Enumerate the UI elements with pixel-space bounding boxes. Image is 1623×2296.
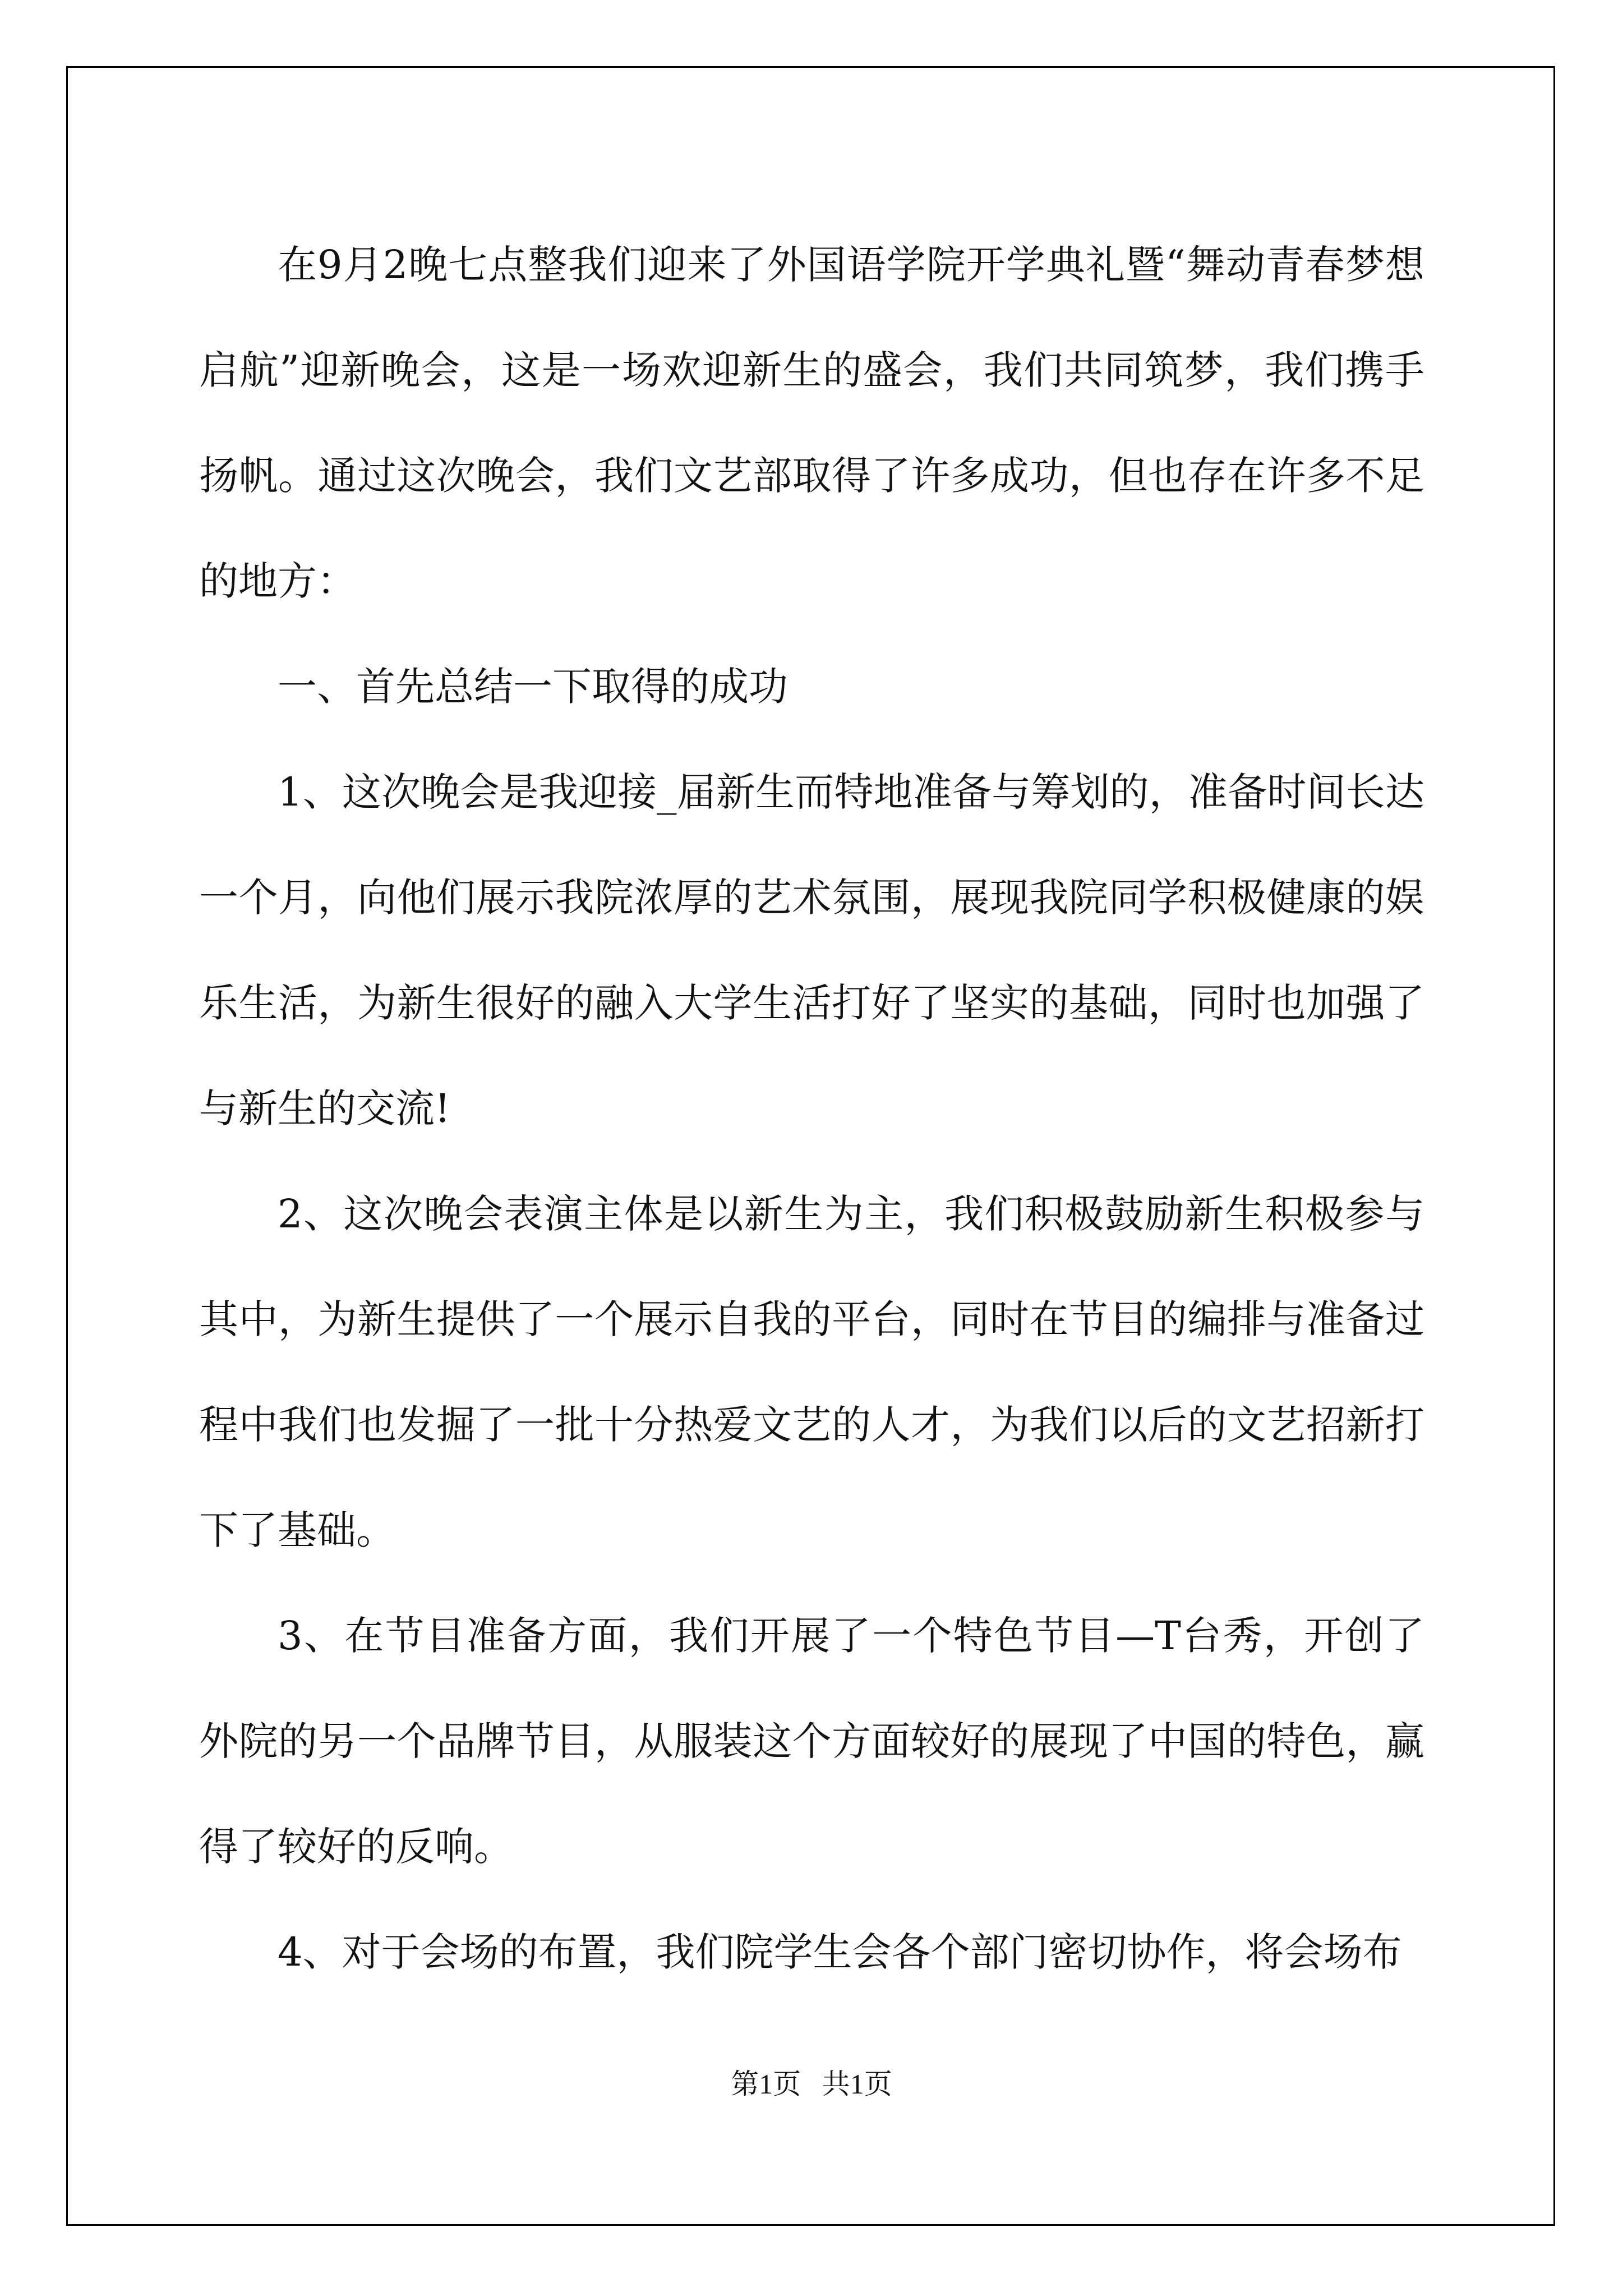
paragraph-section-heading: 一、首先总结一下取得的成功: [278, 664, 788, 710]
paragraph-item-2: 2、这次晚会表演主体是以新生为主，我们积极鼓励新生积极参与其中，为新生提供了一个展示自我的平台，同时在节目的编排与准备过程中我们也发掘了一批十分热爱文艺的人才，为我们以后的文艺招新打下了基础。: [199, 1191, 1424, 1553]
paragraph-item-1: 1、这次晚会是我迎接_届新生而特地准备与筹划的，准备时间长达一个月，向他们展示我院浓厚的艺术氛围，展现我院同学积极健康的娱乐生活，为新生很好的融入大学生活打好了坚实的基础，同时也加强了与新生的交流!: [199, 769, 1424, 1131]
document-body: [199, 212, 1424, 2005]
paragraph-item-3: 3、在节目准备方面，我们开展了一个特色节目—T台秀，开创了外院的另一个品牌节目，从服装这个方面较好的展现了中国的特色，赢得了较好的反响。: [199, 1613, 1424, 1870]
page-footer: 第1页 共1页: [731, 2068, 892, 2100]
paragraph-item-4: 4、对于会场的布置，我们院学生会各个部门密切协作，将会场布: [278, 1929, 1402, 1975]
paragraph-intro: 在9月2晚七点整我们迎来了外国语学院开学典礼暨“舞动青春梦想启航”迎新晚会，这是一场欢迎新生的盛会，我们共同筑梦，我们携手扬帆。通过这次晚会，我们文艺部取得了许多成功，但也存在许多不足的地方：: [199, 242, 1424, 604]
